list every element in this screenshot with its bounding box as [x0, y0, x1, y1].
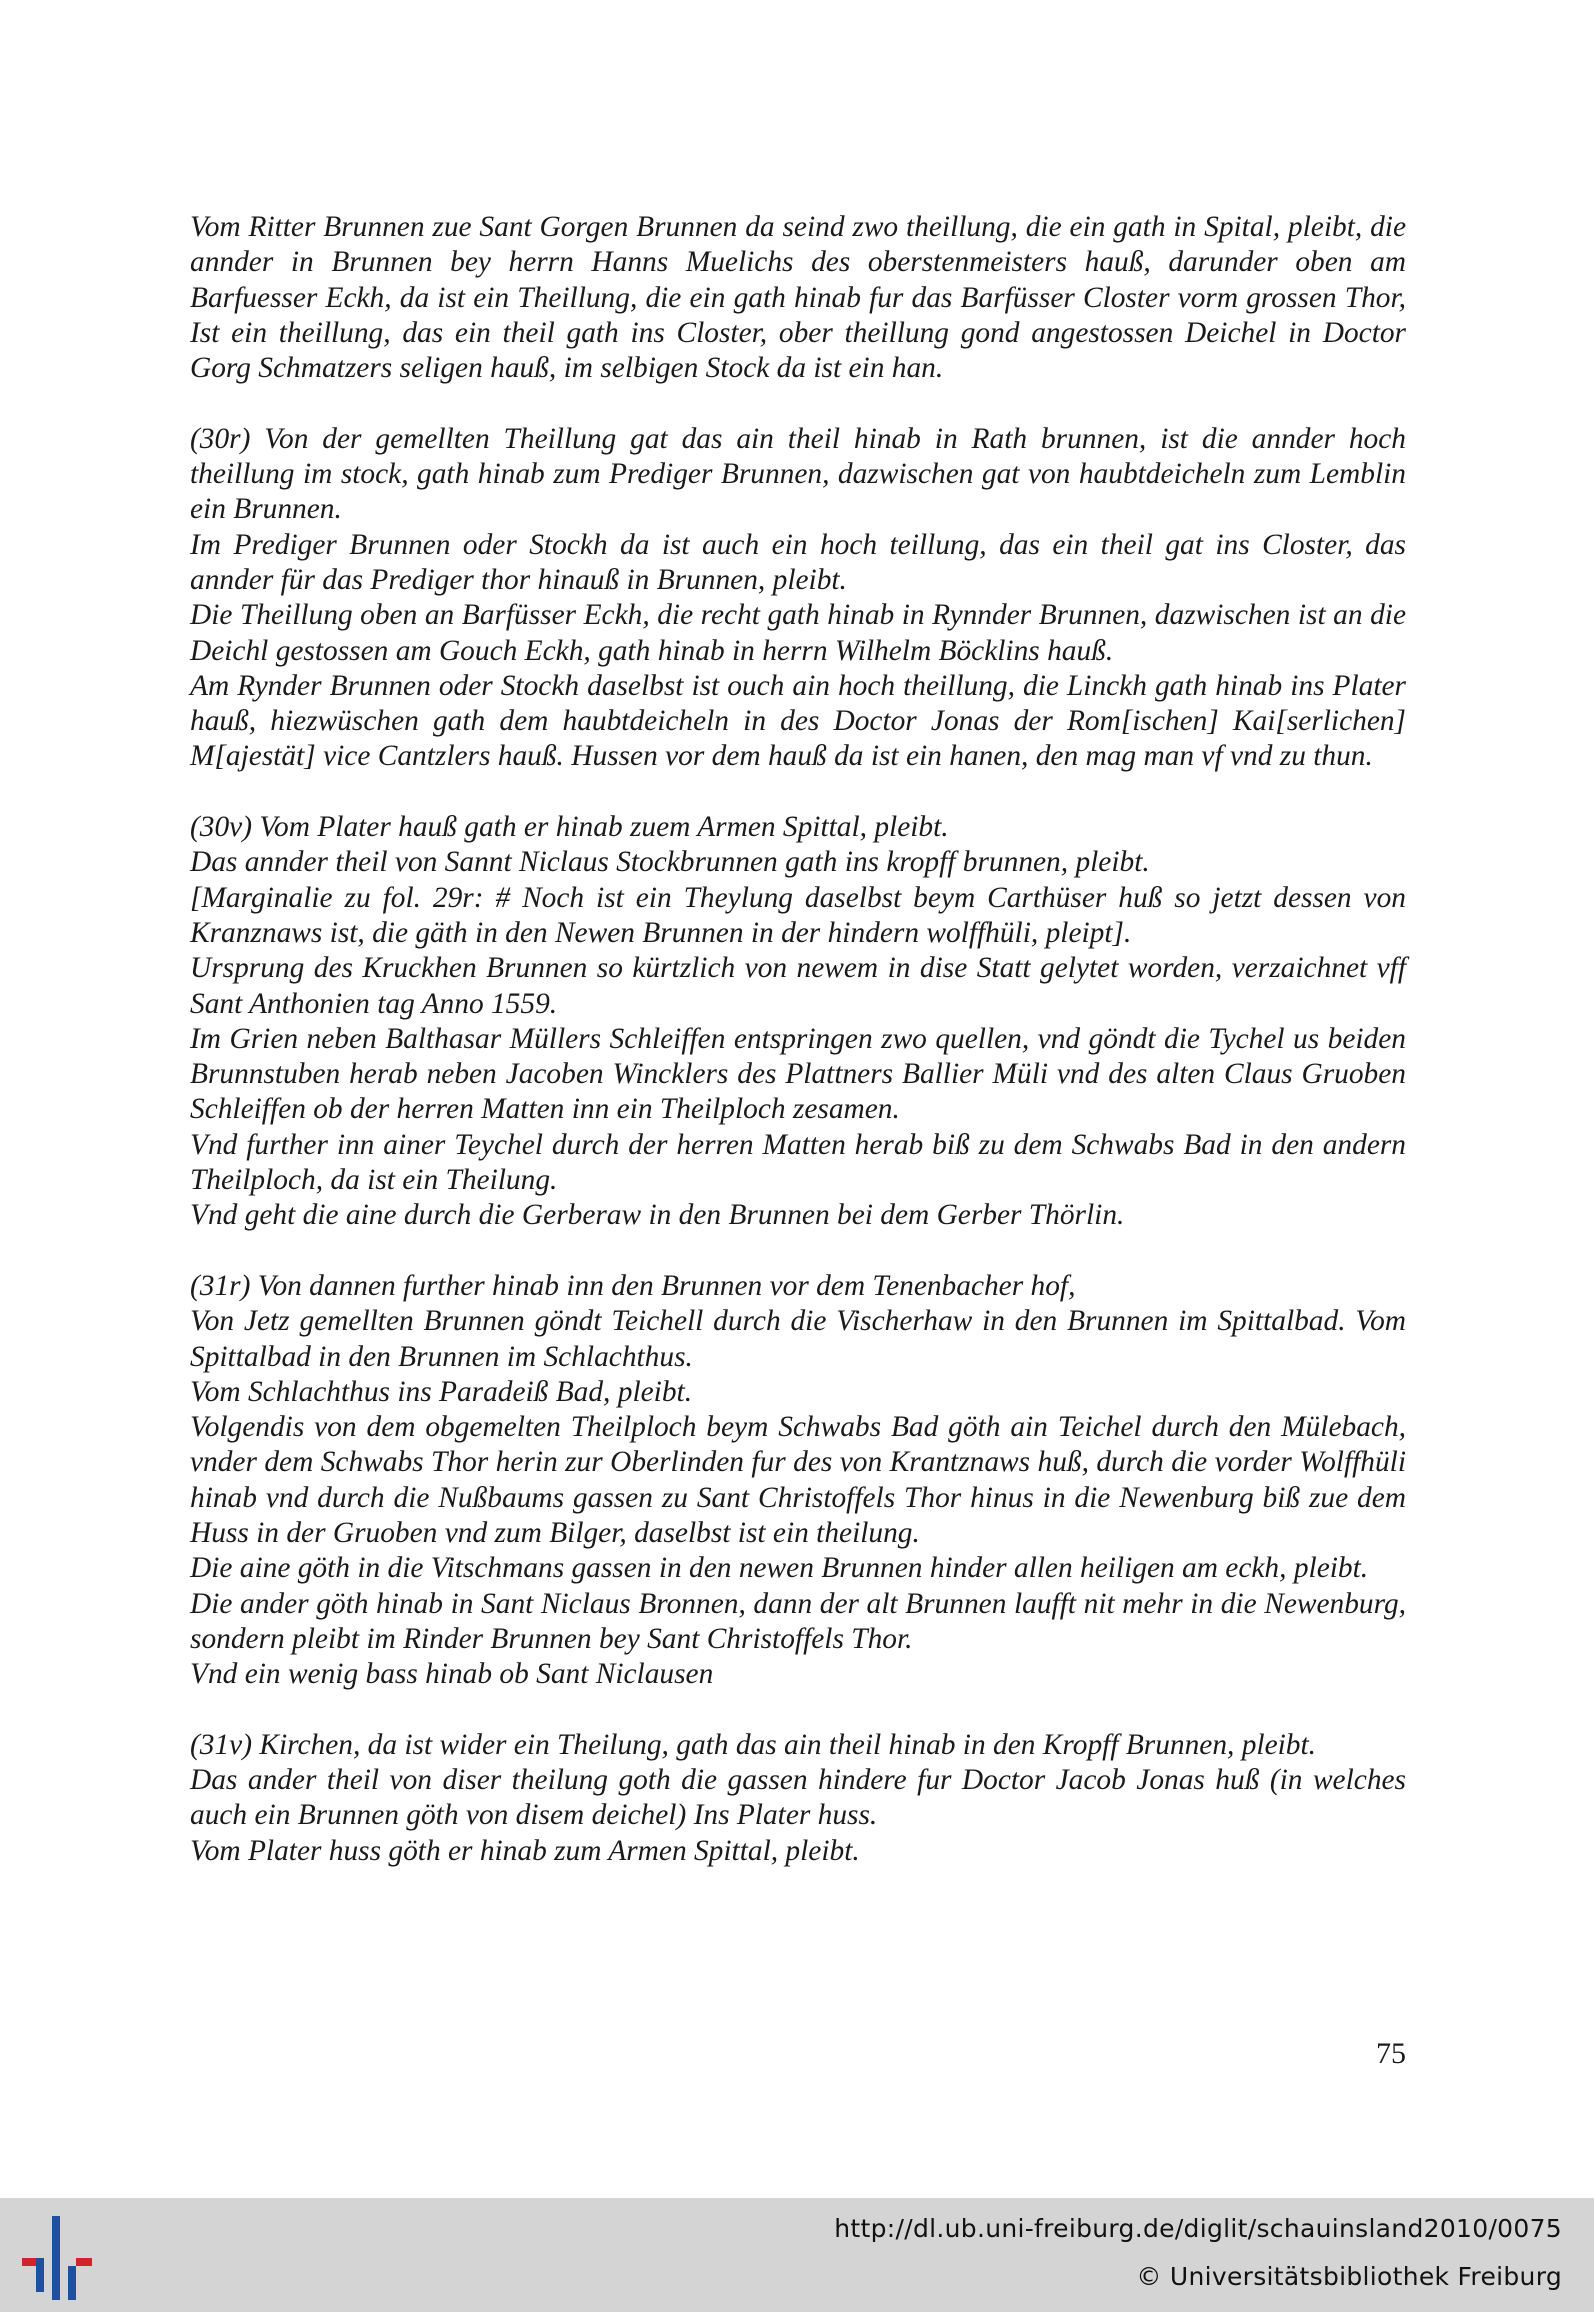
text-line: Vnd geht die aine durch die Gerberaw in den Brunnen bei dem Gerber Thörlin.	[190, 1199, 1125, 1232]
text-line: (31v) Kirchen, da ist wider ein Theilung, gath das ain theil hinab in den Kropff Brunnen, pleibt.	[190, 1728, 1317, 1761]
text-line: Volgendis von dem obgemelten Theilploch beym Schwabs Bad göth ain Teichel durch den Mülebach, vnder dem Schwabs Thor herin zur Oberlinden fur des von Krantznaws huß, durch die vorder Wolffhüli hinab vnd durch die Nußbaums gassen zu Sant Christoffels Thor hinus in die Newenburg biß zue dem Huss in der Gruoben vnd zum Bilger, daselbst ist ein theilung.	[190, 1411, 1406, 1549]
text-line: Im Prediger Brunnen oder Stockh da ist auch ein hoch teillung, das ein theil gat ins Closter, das annder für das Prediger thor hinauß in Brunnen, pleibt.	[190, 528, 1406, 596]
text-line: Das ander theil von diser theilung goth die gassen hindere fur Doctor Jacob Jonas huß (in welches auch ein Brunnen göth von disem deichel) Ins Plater huss.	[190, 1764, 1406, 1832]
text-line: Vom Plater huss göth er hinab zum Armen Spittal, pleibt.	[190, 1834, 860, 1867]
text-line: Im Grien neben Balthasar Müllers Schleiffen entspringen zwo quellen, vnd göndt die Tychel us beiden Brunnstuben herab neben Jacoben Wincklers des Plattners Ballier Müli vnd des alten Claus Gruoben Schleiffen ob der herren Matten inn ein Theilploch zesamen.	[190, 1022, 1406, 1126]
text-line: (31r) Von dannen further hinab inn den Brunnen vor dem Tenenbacher hof,	[190, 1269, 1076, 1302]
page-body	[190, 210, 1406, 1904]
ub-freiburg-logo-icon	[22, 2216, 102, 2300]
footer-bar	[0, 2198, 1594, 2312]
text-line: Vnd ein wenig bass hinab ob Sant Niclausen	[190, 1658, 714, 1691]
page-number: 75	[1376, 2037, 1406, 2070]
text-line: Die Theillung oben an Barfüsser Eckh, die recht gath hinab in Rynnder Brunnen, dazwischen ist an die Deichl gestossen am Gouch Eckh, gath hinab in herrn Wilhelm Böcklins hauß.	[190, 599, 1406, 667]
text-line: Vom Ritter Brunnen zue Sant Gorgen Brunnen da seind zwo theillung, die ein gath in Spital, pleibt, die annder in Brunnen bey herrn Hanns Muelichs des oberstenmeisters hauß, darunder oben am Barfuesser Eckh, da ist ein Theillung, die ein gath hinab fur das Barfüsser Closter vorm grossen Thor, Ist ein theillung, das ein theil gath ins Closter, ober theillung gond angestossen Deichel in Doctor Gorg Schmatzers seligen hauß, im selbigen Stock da ist ein han.	[190, 211, 1406, 385]
text-line: Die aine göth in die Vitschmans gassen in den newen Brunnen hinder allen heiligen am eckh, pleibt.	[190, 1552, 1369, 1585]
paragraph	[190, 422, 1406, 775]
paragraph	[190, 210, 1406, 386]
footer-copyright: © Universitätsbibliothek Freiburg	[1136, 2262, 1562, 2291]
text-line: [Marginalie zu fol. 29r: # Noch ist ein Theylung daselbst beym Carthüser huß so jetzt dessen von Kranznaws ist, die gäth in den Newen Brunnen in der hindern wolffhüli, pleipt].	[190, 881, 1406, 949]
footer-url-link[interactable]: http://dl.ub.uni-freiburg.de/diglit/schauinsland2010/0075	[834, 2214, 1562, 2243]
text-line: Vom Schlachthus ins Paradeiß Bad, pleibt.	[190, 1375, 693, 1408]
text-line: Am Rynder Brunnen oder Stockh daselbst ist ouch ain hoch theillung, die Linckh gath hinab ins Plater hauß, hiezwüschen gath dem haubtdeicheln in des Doctor Jonas der Rom[ischen] Kai[serlichen] M[ajestät] vice Cantzlers hauß. Hussen vor dem hauß da ist ein hanen, den mag man vf vnd zu thun.	[190, 669, 1406, 773]
text-line: Ursprung des Kruckhen Brunnen so kürtzlich von newem in dise Statt gelytet worden, verzaichnet vff Sant Anthonien tag Anno 1559.	[190, 952, 1406, 1020]
text-line: (30r) Von der gemellten Theillung gat das ain theil hinab in Rath brunnen, ist die annder hoch theillung im stock, gath hinab zum Prediger Brunnen, dazwischen gat von haubtdeicheln zum Lemblin ein Brunnen.	[190, 422, 1406, 526]
text-line: Vnd further inn ainer Teychel durch der herren Matten herab biß zu dem Schwabs Bad in den andern Theilploch, da ist ein Theilung.	[190, 1128, 1406, 1197]
paragraph	[190, 810, 1406, 1234]
text-line: Die ander göth hinab in Sant Niclaus Bronnen, dann der alt Brunnen laufft nit mehr in die Newenburg, sondern pleibt im Rinder Brunnen bey Sant Christoffels Thor.	[190, 1587, 1406, 1655]
text-line: Das annder theil von Sannt Niclaus Stockbrunnen gath ins kropff brunnen, pleibt.	[190, 846, 1150, 879]
paragraph	[190, 1728, 1406, 1869]
text-line: (30v) Vom Plater hauß gath er hinab zuem Armen Spittal, pleibt.	[190, 811, 949, 844]
text-line: Von Jetz gemellten Brunnen göndt Teichell durch die Vischerhaw in den Brunnen im Spittalbad. Vom Spittalbad in den Brunnen im Schlachthus.	[190, 1305, 1406, 1373]
paragraph	[190, 1269, 1406, 1693]
